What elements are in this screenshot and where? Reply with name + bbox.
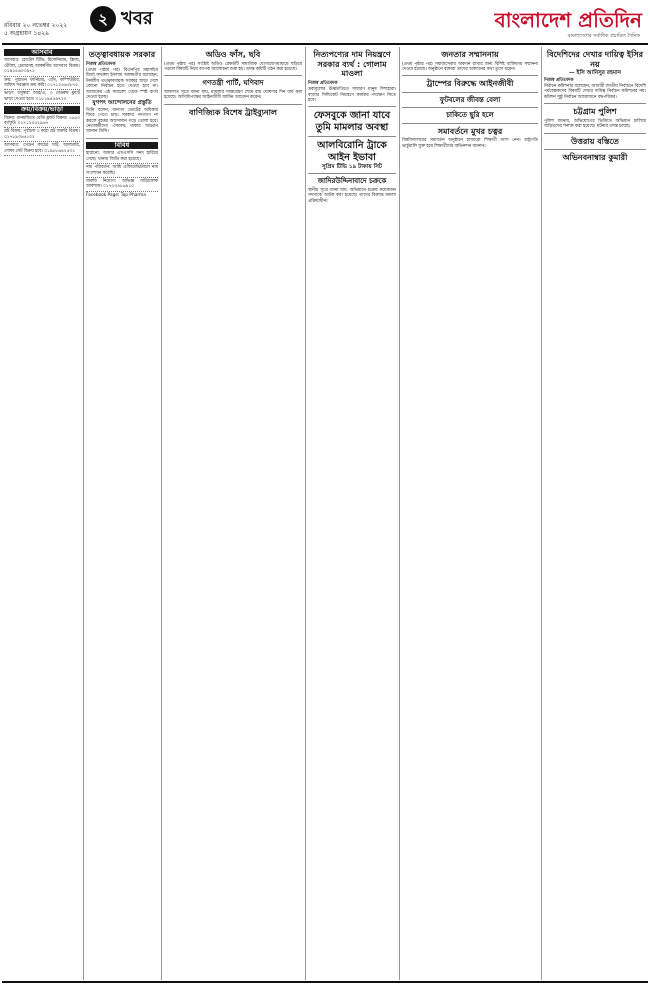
- misc-title: বিবিধ: [86, 142, 158, 149]
- article-body: স্থানীয় সূত্রে জানা যায়, অভিযানে চক্রের কয়েকজন সদস্যকে আটক করা হয়েছে। তাদের বিরুদ্ধে মামলা প্রক্রিয়াধীন।: [308, 187, 396, 204]
- date-line-bengali: ৫ অগ্রহায়ণ ১৪২৯: [4, 30, 50, 37]
- newspaper-logo: বাংলাদেশ প্রতিদিন: [494, 8, 642, 32]
- masthead-rule: [2, 43, 648, 45]
- headline-democratic-party: গণতন্ত্রী পার্টি, ঘণিবাদ: [202, 79, 264, 88]
- separator: [86, 138, 158, 139]
- column-3: [164, 47, 302, 982]
- headline-tribunal: বাণিজ্যিক বিশেষ ট্রাইব্যুনাল: [189, 107, 277, 117]
- column-4: [308, 47, 396, 982]
- headline-honour: জনতার সম্মাননায়: [441, 50, 499, 59]
- column-6: [544, 47, 646, 982]
- date-line-gregorian: রবিবার ২০ নভেম্বর ২০২২: [4, 22, 68, 29]
- separator: [164, 75, 302, 76]
- separator: [308, 106, 396, 107]
- headline-football: ফুটবলের জীবন্ত বেলা: [439, 96, 501, 104]
- column-divider: [305, 47, 306, 980]
- footer-rule: [2, 981, 648, 983]
- headline-convocation: সমাবর্তনে মুখর চত্বর: [437, 126, 503, 136]
- headline-uttara-slum: উত্তরায় বস্তিতে: [571, 136, 619, 146]
- column-divider: [161, 47, 162, 980]
- classified-entry: বিক্রয়: ধানমন্ডিতে রেডি ফ্ল্যাট বিক্রয়। ১৬৫০ বর্গফুট। ০১৭১১০৫২৯৬৭: [4, 116, 80, 129]
- classified-entry: ভাড়া: বসুন্ধরা আর/এ, ৩ বেডরুম ফ্ল্যাট ভাড়া দেওয়া হবে। ০১৮১৯৪৫৬৭২০: [4, 91, 80, 104]
- misc-entry: হারানো: আমার এসএসসি সনদ হারিয়ে গেছে। থানায় জিডি করা হয়েছে।: [86, 151, 158, 164]
- headline-case-status: ফেসবুকে জানা যাবে তুমি মামলার অবস্থা: [313, 110, 391, 133]
- classified-entry: প্লট বিক্রয়: পূর্বাচল ৩ কাঠা প্লট জরুরি বিক্রয়। ০১৭৮৯৩৬৫১০২: [4, 129, 80, 142]
- article-lead: (প্রথম পৃষ্ঠার পর) সমাজসেবায় অবদান রাখার জন্য বিশিষ্ট ব্যক্তিদের সম্মাননা দেওয়া হয়েছে। অনুষ্ঠানে বক্তারা তাদের অবদানের কথা তুলে ধরেন।: [402, 61, 538, 72]
- separator: [402, 123, 538, 124]
- classified-entry: আসবাব: সেগুন কাঠের খাট, আলমারি, সোফা সেট বিক্রয় হবে। ০১৯৮৮৬৪২৫৩১: [4, 143, 80, 156]
- article-lead: (প্রথম পৃষ্ঠার পর) বিএনপির মহাসচিব মির্জা ফখরুল ইসলাম আলমগীর বলেছেন, নির্দলীয় তত্ত্বাবধায়ক সরকার ছাড়া দেশে কোনো নির্বাচন হতে দেওয়া হবে না। আজকের এই সমাবেশ থেকে স্পষ্ট বার্তা দেওয়া হচ্ছে।: [86, 68, 158, 101]
- misc-entry: জরুরি নিয়োগ: অভিজ্ঞ গাড়িচালক আবশ্যক। ০১৭২৩৪৮৬৯১০: [86, 179, 158, 192]
- classified-entry: আসবাব: হোটেল টিভি, মিলেনিয়াম, ফ্রিজ, টেবিল, চেয়ারসহ আকর্ষণীয় আসবাব বিক্রয়। ০১৯১৫৬০৩৯৭১: [4, 58, 80, 76]
- headline-chattogram-police: চট্টগ্রাম পুলিশ: [573, 107, 617, 117]
- byline: নিজস্ব প্রতিবেদক: [308, 80, 338, 86]
- subheading: সুপ্রিম টিভি ১৯ টাকায় সিট: [322, 163, 382, 170]
- article-body: তিনি বলেন, জনগণ ভোটের অধিকার ফিরে পেতে চায়। সরকার পদত্যাগ না করলে বৃহত্তর আন্দোলন গড়ে তোলা হবে। নেতাকর্মীদের ঐক্যবদ্ধ থাকার আহ্বান জানান তিনি।: [86, 107, 158, 135]
- byline: নিজস্ব প্রতিবেদক: [544, 77, 574, 83]
- headline-kumari: অভিনবনাম্বার কুমারী: [562, 153, 628, 163]
- column-5: [402, 47, 538, 982]
- column-divider: [541, 47, 542, 980]
- separator: [402, 92, 538, 93]
- subheading: যুগপৎ আন্দোলনের প্রস্তুতি: [92, 100, 152, 107]
- byline: নিজস্ব প্রতিবেদক: [86, 61, 116, 67]
- separator: [544, 103, 646, 104]
- issue-date: [4, 22, 67, 38]
- column-divider: [399, 47, 400, 980]
- classified-column: [4, 47, 80, 982]
- misc-entry: নাম পরিবর্তন: আমি এফিডেভিটবলে নাম সংশোধন করেছি।: [86, 165, 158, 178]
- headline-audio-leak: অডিও ফাঁস, ছবি: [205, 50, 261, 59]
- separator: [544, 133, 646, 134]
- column-divider: [83, 47, 84, 980]
- article-lead: দ্রব্যমূল্যের ঊর্ধ্বগতিতে সাধারণ মানুষ দিশাহারা। বাজার সিন্ডিকেট নিয়ন্ত্রণে কার্যকর পদক্ষেপ নিতে হবে।: [308, 87, 396, 103]
- masthead: [0, 0, 650, 44]
- headline-gang: জাদিরউদ্দিনাবাদে চক্রকে: [317, 177, 387, 186]
- article-body: পুলিশ জানায়, অভিযোগের ভিত্তিতে অভিযান চালিয়ে জড়িতদের শনাক্ত করা হয়েছে। ঘটনার তদন্ত চলছে।: [544, 118, 646, 130]
- page-number-badge: ২: [90, 6, 116, 32]
- article-body: বিশ্ববিদ্যালয়ের সমাবর্তন অনুষ্ঠানে হাজারো শিক্ষার্থী অংশ নেন। রাষ্ট্রপতি ভার্চুয়ালি যুক্ত হয়ে শিক্ষার্থীদের অভিনন্দন জানান।: [402, 138, 538, 149]
- article-lead: (প্রথম পৃষ্ঠার পর) সংশ্লিষ্ট অডিও রেকর্ডটি সামাজিক যোগাযোগমাধ্যমে ছড়িয়ে পড়লে বিষয়টি নিয়ে ব্যাপক আলোচনা শুরু হয়। তদন্ত কমিটি গঠন করা হয়েছে।: [164, 61, 302, 72]
- headline-ec-foreigners: বিদেশিদের দেখার দায়িত্ব ইসির নয়: [546, 50, 644, 69]
- classified-title: আসবাব: [4, 49, 80, 56]
- separator: [308, 136, 396, 137]
- separator: [402, 107, 538, 108]
- headline-caretaker-govt: তত্ত্বাবধায়ক সরকার: [88, 50, 156, 59]
- buy-sell-title: ক্রয়/বিক্রয়/ভাড়া: [4, 106, 80, 113]
- separator: [164, 104, 302, 105]
- headline-truck: আলবিরোনি ট্রাকে আইন ইভাবা: [317, 140, 387, 163]
- separator: [308, 173, 396, 174]
- classified-entry: ক্রয়: পুরাতন ফার্নিচার, এসি, কম্পিউটার, অফিস সরঞ্জাম ক্রয় করি। ০১৭১২৪৬৩৮৭৫: [4, 78, 80, 91]
- separator: [544, 149, 646, 150]
- headline-commodity-prices: নিত্যপণ্যের দাম নিয়ন্ত্রণে সরকার ব্যর্থ : গোলাম মাওলা: [313, 50, 391, 79]
- facebook-page: Facebook Page: Top Pharma: [86, 192, 146, 198]
- newspaper-tagline: বাংলাদেশের সর্বাধিক প্রচারিত দৈনিক: [567, 33, 640, 39]
- subheading: — ইসি আনিসুর রহমান: [569, 70, 621, 77]
- article-body: আদালত সূত্রে জানা যায়, মামলার সাক্ষ্যগ্রহণ শেষে রায় ঘোষণার দিন ধার্য করা হয়েছে। আসামিপক্ষের আইনজীবী জামিন আবেদন করেন।: [164, 89, 302, 101]
- headline-knife: চাকিতে ছুরি হলে: [446, 111, 494, 120]
- column-2: [86, 47, 158, 982]
- headline-trump: ট্রাম্পের বিরুদ্ধে আইনজীবী: [426, 79, 514, 89]
- separator: [402, 75, 538, 76]
- section-title: খবর: [121, 8, 153, 29]
- article-lead: নির্বাচন কমিশনার বলেছেন, আগামী জাতীয় নির্বাচনে বিদেশি পর্যবেক্ষকদের বিষয়টি দেখার দায়িত্ব নির্বাচন কমিশনের নয়। কমিশন সুষ্ঠু নির্বাচন আয়োজনে বদ্ধপরিকর।: [544, 84, 646, 100]
